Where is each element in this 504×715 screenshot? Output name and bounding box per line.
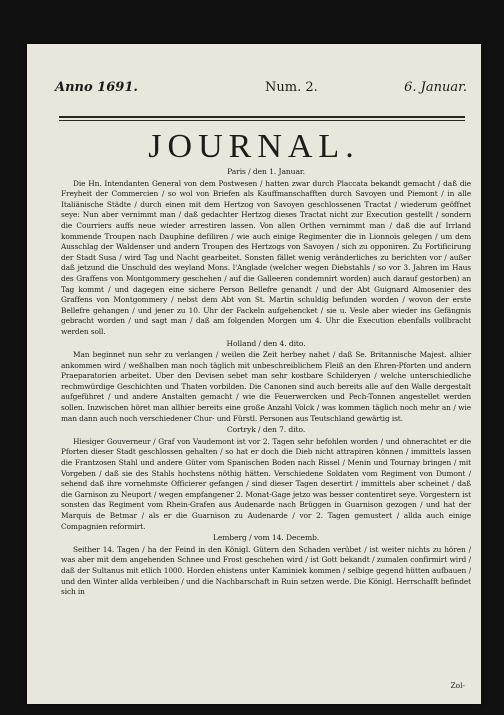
dateline: Lemberg / vom 14. Decemb. <box>212 533 320 543</box>
issue-number: Num. 2. <box>265 80 318 95</box>
divider-rule-thin <box>59 120 465 121</box>
news-section-lemberg <box>61 533 471 598</box>
masthead-line <box>55 80 467 102</box>
news-section-cortryk <box>61 425 471 532</box>
dateline: Paris / den 1. Januar. <box>227 167 305 176</box>
divider-rule-thick <box>59 116 465 118</box>
dateline: Cortryk / den 7. dito. <box>226 425 306 435</box>
issue-date: 6. Januar. <box>404 80 467 95</box>
article-body <box>61 166 471 598</box>
news-section-paris <box>61 167 471 338</box>
article-text: Die Hn. Intendanten General von dem Postwesen / hatten zwar durch Placcata bekandt gemacht / daß die Freyheit der Commercien / so wol von Briefen als Kauffmanschafften durch Savoyen und Piemont / in alle Italiänische Städte / durch einen mit dem Hertzog von Savoyen geschlossenen Tractat / wiederum geöffnet seye: Nun aber vernimmt man / daß gedachter Hertzog dieses Tractat nicht zur Execution gestellt / sondern die Courriers auffs neue wieder arrestiren lassen. Von allen Orthen vernimmt man / daß die auf Irrland kommende Troupen nach Dauphine defiliren / wie auch einige Regimenter die in Lionnois gelegen / um dem Ausschlag der Waldenser und andern Troupen des Hertzogs von Savoyen / sich zu opponiren. Zu Fortificirung der Stadt Susa / wird Tag und Nacht gearbeitet. Sonsten fället wenig veränderliches zu berichten vor / außer daß jetzund die Unschuld des weyland Mons. l'Anglade (welcher wegen Diebstahls / so vor 3. Jahren im Haus des Graffens von Montgommery geschehen / auf die Galleeren condemnirt worden) auch darauf gestorben) an Tag kommt / und dagegen eine sichere Person Bellefre genandt / und der Abt Guignard Almosenier des Graffens von Montgommery / nebst dem Abt von St. Martin schuldig befunden worden / wovon der erste Bellefre gehangen / und jener zu 10. Uhr der Fackeln aufgehencket / sie u. Vesle aber wieder ins Gefängnis gebracht worden / und sagt man / daß am folgenden Morgen um 4. Uhr die Execution ebenfalls vollbracht werden soll. <box>61 178 471 336</box>
article-text: Hiesiger Gouverneur / Graf von Vaudemont ist vor 2. Tagen sehr befohlen worden / und ohnerachtet er die Pforten dieser Stadt geschlossen gehalten / so hat er doch die Dieb nicht attrapiren können / immittels lassen die Frantzosen Stahl und andere Güter vom Spanischen Boden nach Rissel / Menin und Tournay bringen / mit Vorgeben / daß sie des Stahls hochstens nöthig hätten. Verschiedene Soldaten vom Regiment von Dumont / sehend daß ihre vornehmste Officierer gefangen / sind dieser Tagen desertirt / immittels aber scheinet / daß die Garnison zu Neuport / wegen empfangener 2. Monat-Gage jetzo was besser contentiret seye. Vorgestern ist sonsten das Regiment vom Rhein-Grafen aus Audenarde nach Brüggen in Guarnison gezogen / und hat der Marquis de Betmar / als er die Guarnison zu Audenarde / vor 2. Tagen gemustert / allda auch einige Compagnien reformirt. <box>61 436 471 531</box>
catchword: Zol- <box>450 681 465 690</box>
article-text: Man beginnet nun sehr zu verlangen / weilen die Zeit herbey nahet / daß Se. Britannische Majest. alhier ankommen wird / weßhalben man noch täglich mit unbeschreiblichem Fleiß an den Ehren-Pforten und andern Praeparatorien arbeitet. Uber den Devisen sebet man sehr kostbare Schilderyen / welche unterschiedliche rechmwürdige Geschichten und Thaten vorbilden. Die Canonen sind auch bereits alle auf den Walle dergestalt aufgeführet / und andere Anstalten gemacht / wie die Feuerwercken und Pech-Tonnen angestellet werden sollen. Inzwischen höret man allhier bereits eine große Anzahl Volck / was kommen täglich noch mehr an / wie man dann auch noch verschiedener Chur- und Fürstl. Personen aus Teutschland gewärtig ist. <box>61 350 471 423</box>
issue-year: Anno 1691. <box>55 80 138 95</box>
newspaper-page <box>27 44 481 704</box>
news-section-holland <box>61 339 471 425</box>
dateline: Holland / den 4. dito. <box>226 338 306 348</box>
article-text: Seither 14. Tagen / ha der Feind in den Königl. Gütern den Schaden verübet / ist weiter nichts zu hören / was aber mit dem angehenden Schnee und Frost geschehen wird / ist Gott bekandt / zumalen confirmirt wird / daß der Sultanus mit etlich 1000. Horden ehistens unter Kaminiek kommen / selbige gegend hütten aufbauen / und den Winter allda verbleiben / und die Nachbarschaft in Ruin setzen werde. Die Königl. Herrschafft befindet sich in <box>61 544 471 597</box>
page-title: JOURNAL. <box>148 128 360 165</box>
